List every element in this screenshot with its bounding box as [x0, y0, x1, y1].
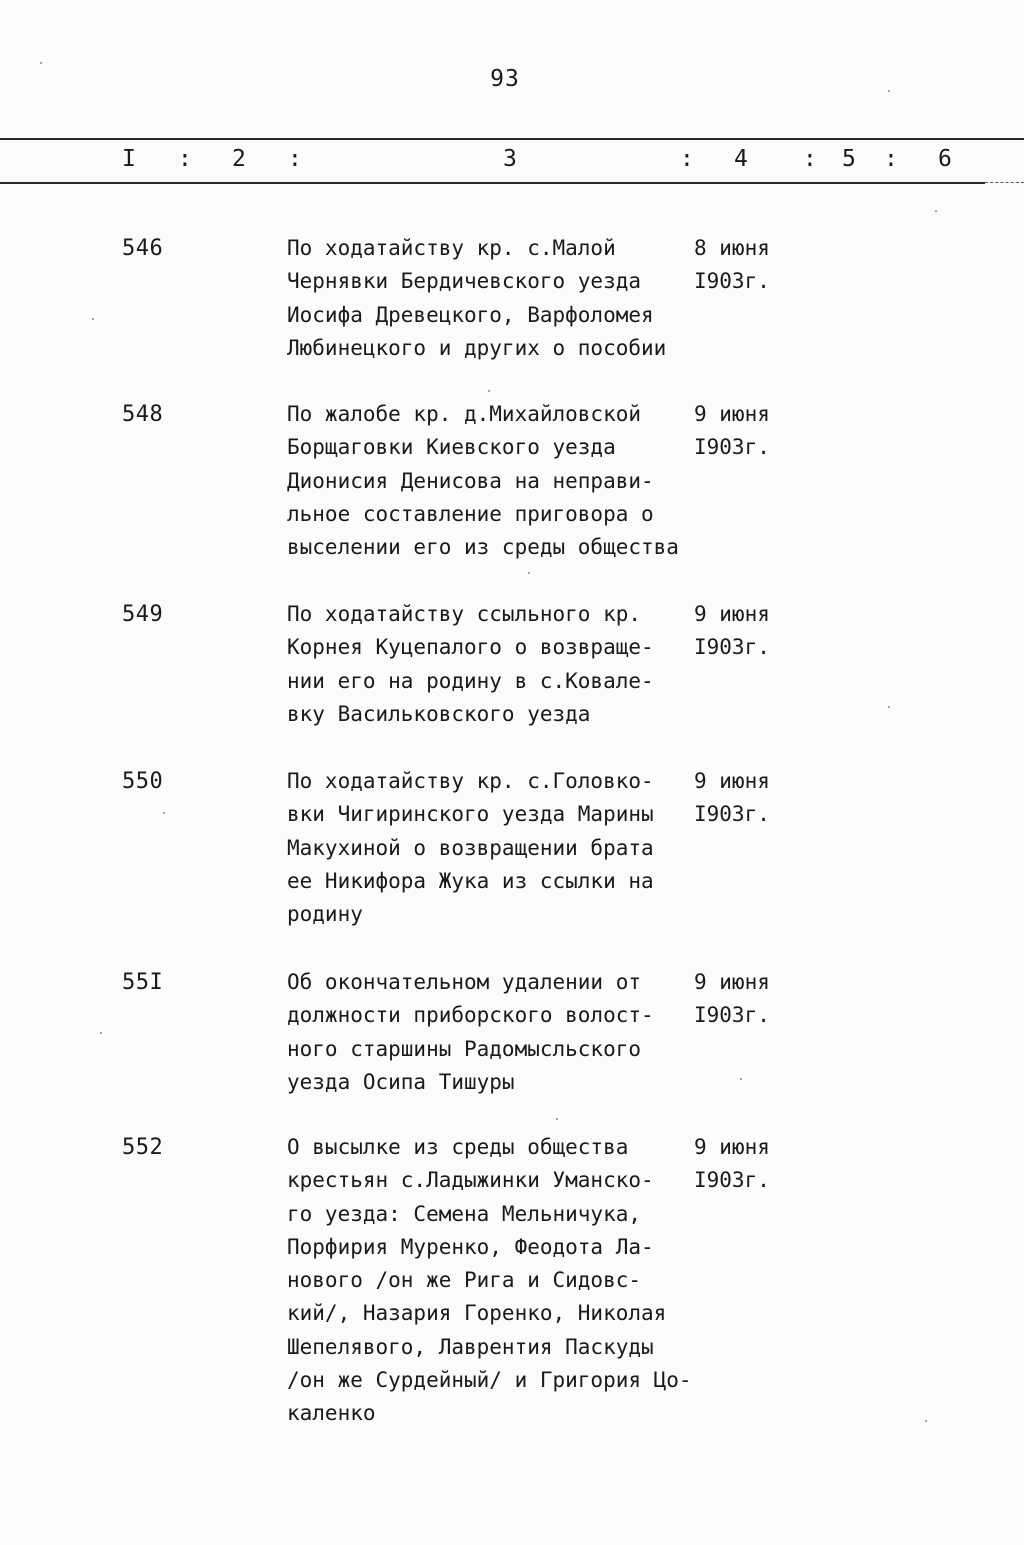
paper-speck — [163, 812, 165, 814]
description-line: О высылке из среды общества — [287, 1135, 629, 1159]
column-header-6: 6 — [938, 146, 952, 172]
entry-description — [287, 1131, 717, 1431]
description-line: Шепелявого, Лаврентия Паскуды — [287, 1334, 654, 1359]
paper-speck — [935, 210, 937, 212]
description-line: По ходатайству кр. с.Малой — [287, 236, 616, 260]
description-line: Корнея Куцепалого о возвраще- — [287, 635, 654, 660]
column-separator: : — [803, 146, 817, 172]
description-line: Порфирия Муренко, Феодота Ла- — [287, 1234, 654, 1259]
description-line: вку Васильковского уезда — [287, 701, 591, 726]
date-year: I903г. — [694, 1003, 770, 1028]
date-year: I903г. — [694, 635, 770, 660]
column-separator: : — [178, 146, 192, 172]
paper-speck — [528, 572, 530, 574]
date-day-month: 8 июня — [694, 236, 770, 260]
description-line: уезда Осипа Тишуры — [287, 1069, 515, 1094]
description-line: Об окончательном удалении от — [287, 970, 642, 994]
description-line: выселении его из среды общества — [287, 535, 679, 560]
description-line: /он же Сурдейный/ и Григория Цо- — [287, 1368, 692, 1393]
date-day-month: 9 июня — [694, 1135, 770, 1159]
description-line: Макухиной о возвращении брата — [287, 835, 654, 860]
column-header-5: 5 — [842, 146, 856, 172]
description-line: нового /он же Рига и Сидовс- — [287, 1268, 642, 1293]
entry-date — [694, 398, 770, 465]
page-number: 93 — [490, 66, 520, 92]
description-line: По ходатайству кр. с.Головко- — [287, 769, 654, 793]
paper-speck — [740, 1078, 742, 1080]
paper-speck — [100, 1032, 102, 1034]
description-line: По жалобе кр. д.Михайловской — [287, 402, 642, 426]
description-line: кий/, Назария Горенко, Николая — [287, 1301, 667, 1326]
column-separator: : — [288, 146, 302, 172]
entry-description — [287, 966, 717, 1099]
column-header-1: I — [122, 146, 136, 172]
description-line: родину — [287, 902, 363, 927]
description-line: Дионисия Денисова на неправи- — [287, 468, 654, 493]
paper-speck — [925, 1420, 927, 1422]
entry-date — [694, 966, 770, 1033]
description-line: Борщаговки Киевского уезда — [287, 435, 616, 460]
description-line: По ходатайству ссыльного кр. — [287, 602, 642, 626]
description-line: Любинецкого и других о пособии — [287, 335, 667, 360]
description-line: ее Никифора Жука из ссылки на — [287, 868, 654, 893]
entry-date — [694, 1131, 770, 1198]
date-year: I903г. — [694, 1168, 770, 1193]
column-separator: : — [680, 146, 694, 172]
date-day-month: 9 июня — [694, 970, 770, 994]
paper-speck — [556, 1118, 558, 1120]
date-day-month: 9 июня — [694, 602, 770, 626]
description-line: льное составление приговора о — [287, 501, 654, 526]
entry-description — [287, 765, 717, 931]
entry-number: 546 — [122, 236, 164, 261]
date-year: I903г. — [694, 802, 770, 827]
entry-date — [694, 598, 770, 665]
entry-number: 549 — [122, 602, 164, 627]
entry-number: 552 — [122, 1135, 164, 1160]
description-line: ного старшины Радомысльского — [287, 1036, 642, 1061]
entry-number: 550 — [122, 769, 164, 794]
description-line: го уезда: Семена Мельничука, — [287, 1201, 642, 1226]
column-header-2: 2 — [232, 146, 246, 172]
entry-date — [694, 232, 770, 299]
description-line: каленко — [287, 1401, 376, 1426]
description-line: нии его на родину в с.Ковале- — [287, 668, 654, 693]
paper-speck — [888, 706, 890, 708]
column-header-3: 3 — [503, 146, 517, 172]
column-header-row — [0, 144, 1024, 178]
column-separator: : — [884, 146, 898, 172]
column-header-4: 4 — [734, 146, 748, 172]
description-line: Чернявки Бердичевского уезда — [287, 269, 642, 294]
paper-speck — [92, 318, 94, 320]
description-line: вки Чигиринского уезда Марины — [287, 802, 654, 827]
entry-description — [287, 232, 717, 365]
description-line: крестьян с.Ладыжинки Уманско- — [287, 1168, 654, 1193]
paper-speck — [488, 390, 490, 392]
entry-number: 55I — [122, 970, 164, 995]
header-bottom-rule — [0, 182, 985, 184]
description-line: Иосифа Древецкого, Варфоломея — [287, 302, 654, 327]
entry-description — [287, 598, 717, 731]
date-day-month: 9 июня — [694, 402, 770, 426]
header-top-rule — [0, 138, 1024, 140]
header-bottom-rule-tail — [985, 182, 1024, 183]
date-year: I903г. — [694, 435, 770, 460]
description-line: должности приборского волост- — [287, 1003, 654, 1028]
entry-date — [694, 765, 770, 832]
paper-speck — [888, 90, 890, 92]
entry-description — [287, 398, 717, 564]
date-day-month: 9 июня — [694, 769, 770, 793]
paper-speck — [40, 62, 42, 64]
date-year: I903г. — [694, 269, 770, 294]
entry-number: 548 — [122, 402, 164, 427]
